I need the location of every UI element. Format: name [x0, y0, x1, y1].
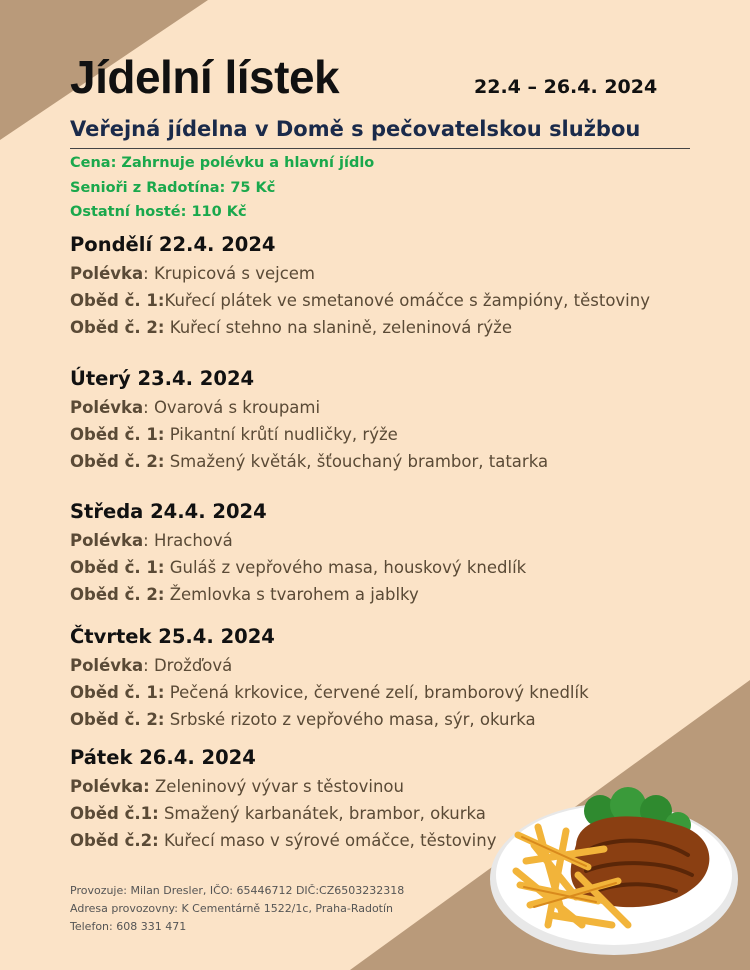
footer-phone: Telefon: 608 331 471 [70, 920, 187, 933]
menu-item-lunch-2 [70, 448, 548, 475]
footer-operator: Provozuje: Milan Dresler, IČO: 65446712 DIČ:CZ6503232318 [70, 884, 405, 897]
price-guests: Ostatní hosté: 110 Kč [70, 204, 247, 220]
item-text: Zeleninový vývar s těstovinou [149, 777, 404, 796]
page-title: Jídelní lístek [70, 51, 340, 103]
day-wednesday [70, 497, 526, 608]
menu-item-lunch-1 [70, 679, 589, 706]
item-label: Oběd č. 1: [70, 291, 165, 310]
item-label: Polévka: [70, 777, 150, 796]
day-title: Čtvrtek 25.4. 2024 [70, 625, 275, 648]
header-divider [70, 148, 690, 149]
item-label: Oběd č. 1: [70, 683, 165, 702]
menu-item-soup [70, 652, 589, 679]
item-label: Polévka [70, 656, 144, 675]
menu-item-lunch-1 [70, 800, 496, 827]
day-title: Úterý 23.4. 2024 [70, 367, 255, 390]
day-monday [70, 230, 650, 341]
item-text: Guláš z vepřového masa, houskový knedlík [164, 558, 527, 577]
item-text: Pečená krkovice, červené zelí, bramborový knedlík [164, 683, 589, 702]
day-friday [70, 743, 496, 854]
day-title: Středa 24.4. 2024 [70, 500, 267, 523]
item-label: Polévka [70, 531, 144, 550]
item-label: Oběd č. 2: [70, 710, 165, 729]
item-text: : Hrachová [143, 531, 233, 550]
menu-item-lunch-2 [70, 581, 526, 608]
menu-item-lunch-2 [70, 706, 589, 733]
menu-item-lunch-2 [70, 314, 650, 341]
item-label: Oběd č. 2: [70, 452, 165, 471]
price-note: Cena: Zahrnuje polévku a hlavní jídlo [70, 155, 375, 171]
menu-item-lunch-1 [70, 287, 650, 314]
price-info [70, 151, 374, 225]
item-text: : Drožďová [143, 656, 233, 675]
item-label: Oběd č. 1: [70, 425, 165, 444]
day-title: Pondělí 22.4. 2024 [70, 233, 276, 256]
menu-item-lunch-1 [70, 421, 548, 448]
item-text: Kuřecí plátek ve smetanové omáčce s žampióny, těstoviny [164, 291, 650, 310]
price-seniors: Senioři z Radotína: 75 Kč [70, 179, 276, 196]
item-label: Polévka [70, 264, 144, 283]
day-thursday [70, 622, 589, 733]
item-text: Kuřecí maso v sýrové omáčce, těstoviny [158, 831, 497, 850]
page-subtitle: Veřejná jídelna v Domě s pečovatelskou službou [70, 117, 641, 141]
food-plate-icon [478, 775, 750, 970]
item-label: Oběd č. 2: [70, 585, 165, 604]
footer [70, 882, 404, 936]
item-text: Smažený karbanátek, brambor, okurka [158, 804, 486, 823]
item-label: Oběd č. 1: [70, 558, 165, 577]
item-text: Kuřecí stehno na slanině, zeleninová rýže [164, 318, 512, 337]
menu-item-lunch-2 [70, 827, 496, 854]
menu-item-soup [70, 260, 650, 287]
item-label: Oběd č.2: [70, 831, 159, 850]
item-text: Srbské rizoto z vepřového masa, sýr, okurka [164, 710, 536, 729]
item-text: Smažený květák, šťouchaný brambor, tatarka [164, 452, 549, 471]
item-text: : Ovarová s kroupami [143, 398, 321, 417]
item-label: Polévka [70, 398, 144, 417]
item-text: Žemlovka s tvarohem a jablky [164, 585, 419, 604]
menu-item-soup [70, 773, 496, 800]
menu-item-soup [70, 394, 548, 421]
item-text: : Krupicová s vejcem [143, 264, 315, 283]
date-range: 22.4 – 26.4. 2024 [474, 76, 658, 98]
item-label: Oběd č.1: [70, 804, 159, 823]
menu-item-soup [70, 527, 526, 554]
item-text: Pikantní krůtí nudličky, rýže [164, 425, 398, 444]
footer-address: Adresa provozovny: K Cementárně 1522/1c, Praha-Radotín [70, 902, 394, 915]
item-label: Oběd č. 2: [70, 318, 165, 337]
menu-item-lunch-1 [70, 554, 526, 581]
day-tuesday [70, 364, 548, 475]
day-title: Pátek 26.4. 2024 [70, 746, 256, 769]
